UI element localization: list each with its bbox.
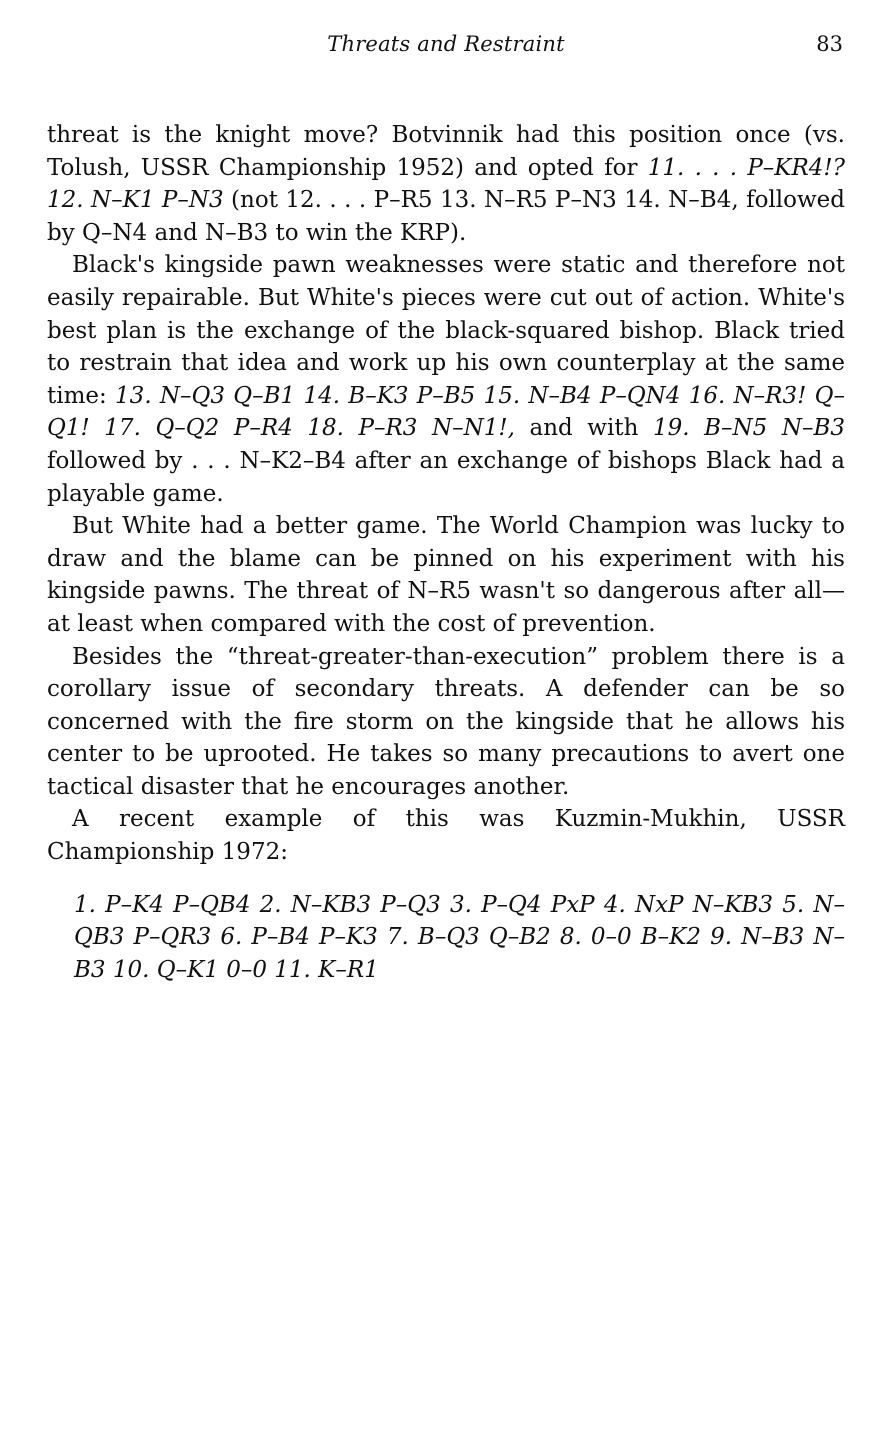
text-segment: But White had a better game. The World Champion was lucky to draw and the blame can be pinned on his experiment with his kingside pawns. The threat of N–R5 wasn't so dangerous after all—at least when compared with the cost of prevention. [47,513,845,637]
page-number: 83 [816,32,843,56]
text-segment: Black's kingside pawn weaknesses were static and therefore not easily repairable. But White's pieces were cut out of action. White's best plan is the exchange of the black-squared bishop. Black tried to restrain that idea and work up his own counterplay at the same time: [47,252,845,409]
paragraph [47,510,845,640]
text-segment: Besides the “threat-greater-than-execution” problem there is a corollary issue of secondary threats. A defender can be so concerned with the fire storm on the kingside that he allows his center to be uprooted. He takes so many precautions to avert one tactical disaster that he encourages another. [47,643,845,800]
running-head [47,26,845,66]
chapter-title: Threats and Restraint [327,32,565,56]
move-notation: 13. N–Q3 Q–B1 14. B–K3 P–B5 15. N–B4 P–QN4 16. N–R3! Q–Q1! 17. Q–Q2 P–R4 18. P–R3 N–N1!, [47,382,845,442]
text-segment: A recent example of this was Kuzmin-Mukhin, USSR Championship 1972: [47,806,845,866]
text-segment: threat is the knight move? Botvinnik had this position once (vs. Tolush, USSR Championship 1952) and opted for [47,122,845,181]
text-segment: followed by . . . N–K2–B4 after an exchange of bishops Black had a playable game. [47,447,845,507]
move-notation: 11. . . . P–KR4!? 12. N–K1 P–N3 [47,154,845,214]
body-text [47,119,845,869]
paragraph [47,119,845,249]
game-moves: 1. P–K4 P–QB4 2. N–KB3 P–Q3 3. P–Q4 PxP 4. NxP N–KB3 5. N–QB3 P–QR3 6. P–B4 P–K3 7. B–Q3 Q–B2 8. 0–0 B–K2 9. N–B3 N–B3 10. Q–K1 0–0 11. K–R1 [74,891,845,983]
text-segment: (not 12. . . . P–R5 13. N–R5 P–N3 14. N–B4, followed by Q–N4 and N–B3 to win the KRP). [47,187,846,246]
move-notation: 19. B–N5 N–B3 [652,415,845,442]
paragraph [47,803,845,868]
text-segment: and with [514,415,653,442]
paragraph [47,641,845,804]
book-page [47,26,845,986]
paragraph [47,249,845,510]
